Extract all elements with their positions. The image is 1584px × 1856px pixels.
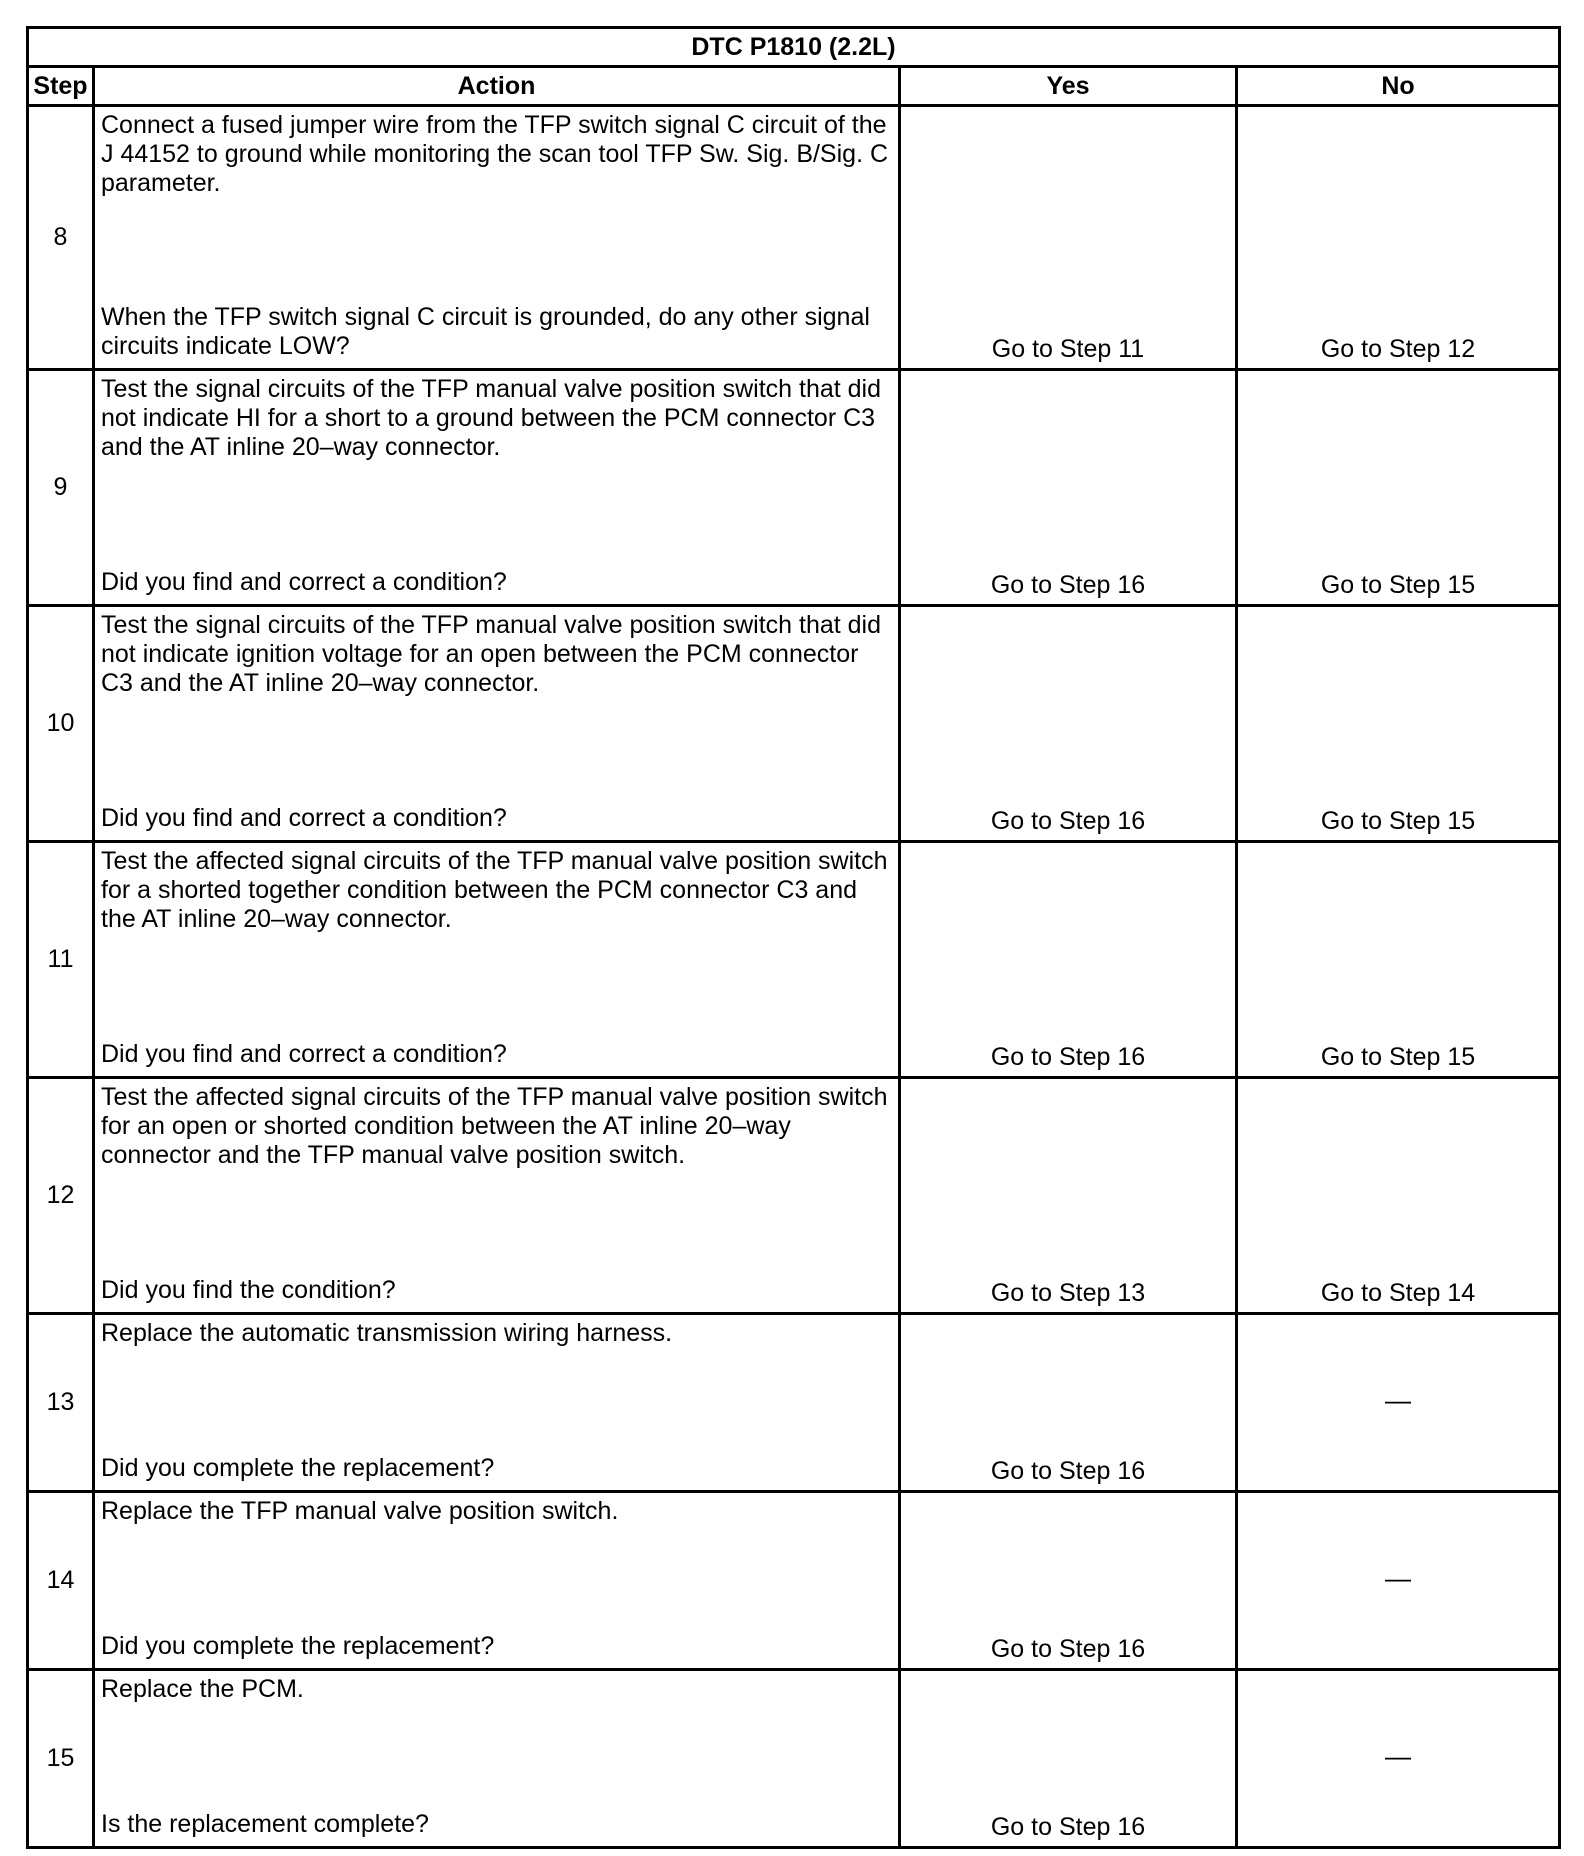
- no-result: Go to Step 12: [1237, 106, 1560, 370]
- header-action: Action: [94, 67, 900, 106]
- no-result: Go to Step 15: [1237, 842, 1560, 1078]
- step-number: 10: [28, 606, 94, 842]
- step-number: 13: [28, 1314, 94, 1492]
- action-question: Did you find the condition?: [101, 1276, 396, 1304]
- table-row: [28, 1670, 1560, 1848]
- no-result: Go to Step 15: [1237, 606, 1560, 842]
- action-text: Test the signal circuits of the TFP manual valve position switch that did not indicate ignition voltage for an open between the PCM connector C3 and the AT inline 20–way connector.: [101, 611, 882, 697]
- action-text: Replace the TFP manual valve position switch.: [101, 1497, 619, 1525]
- header-no: No: [1237, 67, 1560, 106]
- table-title-row: [28, 28, 1560, 67]
- step-number: 12: [28, 1078, 94, 1314]
- yes-result: Go to Step 16: [900, 842, 1237, 1078]
- no-result: —: [1237, 1492, 1560, 1670]
- action-text: Test the affected signal circuits of the TFP manual valve position switch for an open or shorted condition between the AT inline 20–way connector and the TFP manual valve position switch.: [101, 1083, 888, 1169]
- action-question: Did you find and correct a condition?: [101, 804, 507, 832]
- table-title: DTC P1810 (2.2L): [28, 28, 1560, 67]
- action-question: Did you find and correct a condition?: [101, 1040, 507, 1068]
- action-cell: [94, 1670, 900, 1848]
- table-row: [28, 1314, 1560, 1492]
- diagnostic-table: [26, 26, 1561, 1849]
- yes-result: Go to Step 11: [900, 106, 1237, 370]
- action-cell: [94, 1314, 900, 1492]
- action-cell: [94, 1078, 900, 1314]
- action-question: Did you complete the replacement?: [101, 1454, 495, 1482]
- action-question: Did you find and correct a condition?: [101, 568, 507, 596]
- action-cell: [94, 1492, 900, 1670]
- yes-result: Go to Step 16: [900, 606, 1237, 842]
- table-row: [28, 106, 1560, 370]
- no-result: Go to Step 15: [1237, 370, 1560, 606]
- step-number: 15: [28, 1670, 94, 1848]
- step-number: 8: [28, 106, 94, 370]
- action-cell: [94, 106, 900, 370]
- action-cell: [94, 842, 900, 1078]
- table-row: [28, 606, 1560, 842]
- action-cell: [94, 606, 900, 842]
- no-result: —: [1237, 1314, 1560, 1492]
- no-result: —: [1237, 1670, 1560, 1848]
- no-result: Go to Step 14: [1237, 1078, 1560, 1314]
- header-yes: Yes: [900, 67, 1237, 106]
- action-text: Replace the PCM.: [101, 1675, 304, 1703]
- action-text: Connect a fused jumper wire from the TFP switch signal C circuit of the J 44152 to ground while monitoring the scan tool TFP Sw. Sig. B/Sig. C parameter.: [101, 111, 889, 197]
- action-text: Test the signal circuits of the TFP manual valve position switch that did not indicate HI for a short to a ground between the PCM connector C3 and the AT inline 20–way connector.: [101, 375, 882, 461]
- action-question: Did you complete the replacement?: [101, 1632, 495, 1660]
- table-header-row: [28, 67, 1560, 106]
- yes-result: Go to Step 16: [900, 1670, 1237, 1848]
- action-question: Is the replacement complete?: [101, 1810, 429, 1838]
- step-number: 11: [28, 842, 94, 1078]
- table-row: [28, 842, 1560, 1078]
- yes-result: Go to Step 16: [900, 370, 1237, 606]
- action-cell: [94, 370, 900, 606]
- yes-result: Go to Step 16: [900, 1492, 1237, 1670]
- header-step: Step: [28, 67, 94, 106]
- action-text: Test the affected signal circuits of the TFP manual valve position switch for a shorted together condition between the PCM connector C3 and the AT inline 20–way connector.: [101, 847, 888, 933]
- table-row: [28, 1492, 1560, 1670]
- step-number: 14: [28, 1492, 94, 1670]
- table-row: [28, 370, 1560, 606]
- action-question: When the TFP switch signal C circuit is grounded, do any other signal circuits indicate LOW?: [101, 303, 870, 360]
- step-number: 9: [28, 370, 94, 606]
- yes-result: Go to Step 16: [900, 1314, 1237, 1492]
- yes-result: Go to Step 13: [900, 1078, 1237, 1314]
- table-row: [28, 1078, 1560, 1314]
- action-text: Replace the automatic transmission wiring harness.: [101, 1319, 673, 1347]
